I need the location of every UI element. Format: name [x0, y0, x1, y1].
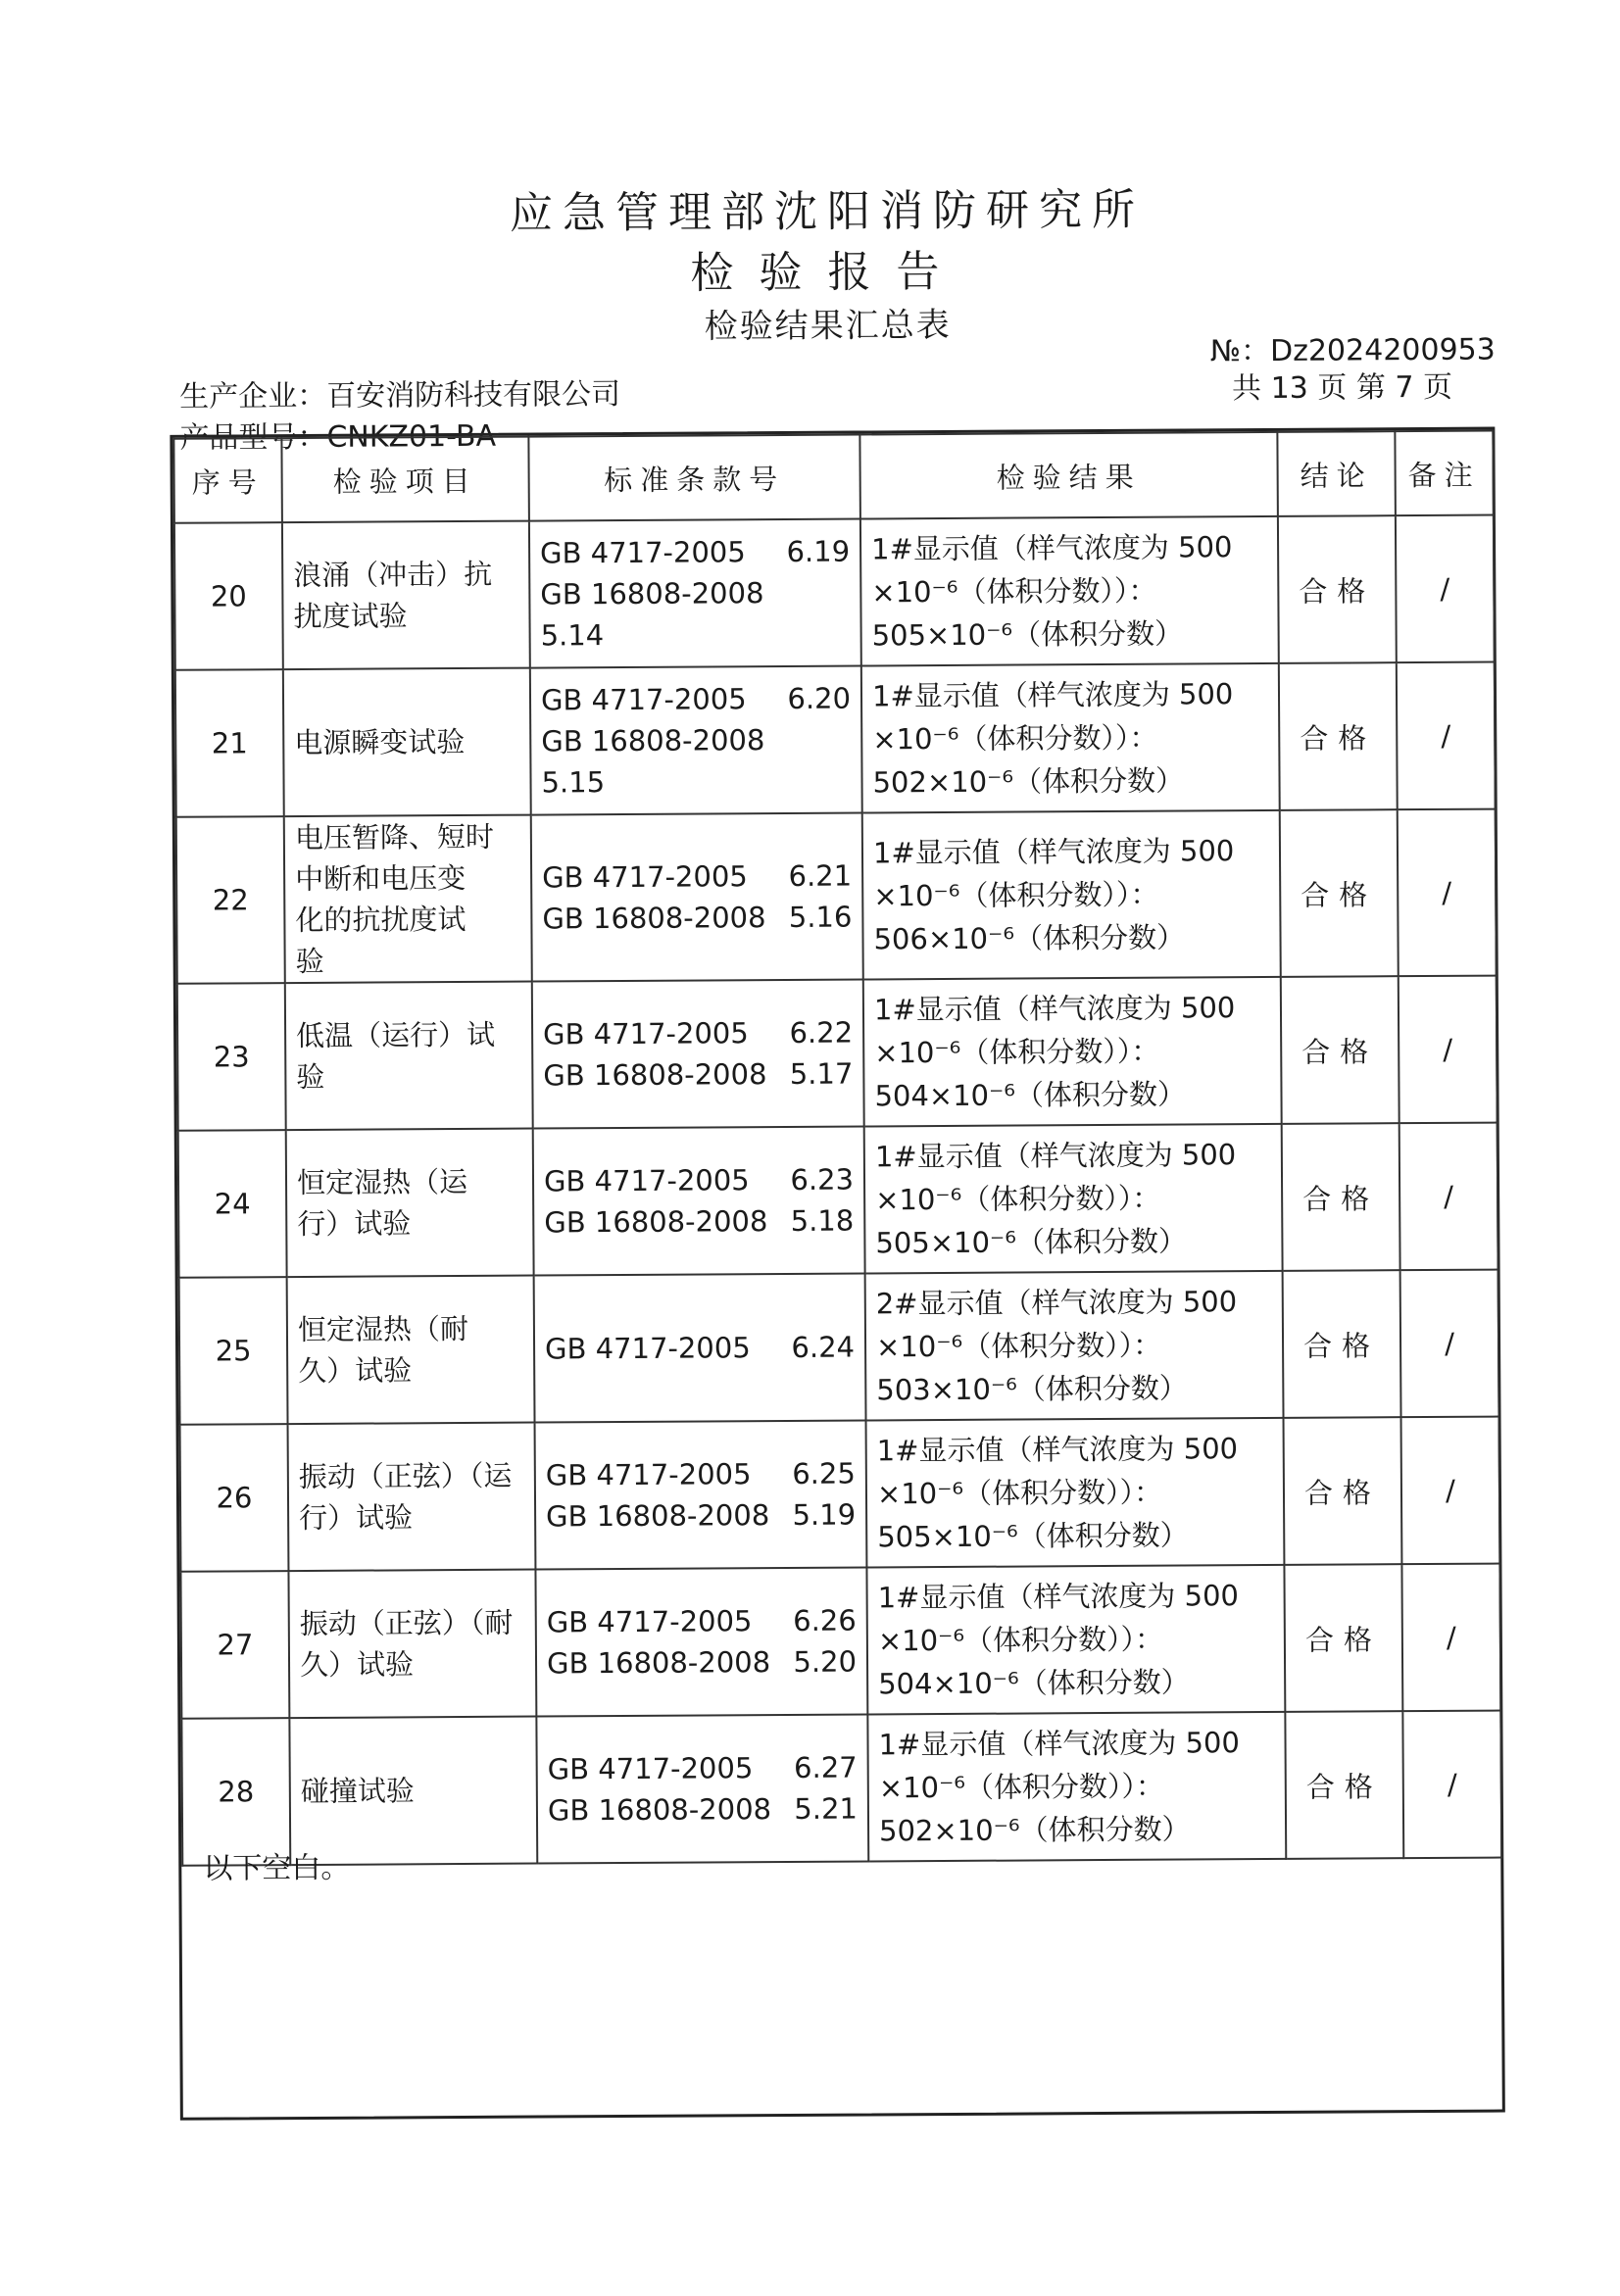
test-item-line: 振动（正弦）（耐	[300, 1602, 525, 1644]
standard-clause	[529, 519, 861, 668]
standard-line	[543, 1012, 853, 1055]
test-item	[284, 815, 532, 984]
standard-line	[547, 1600, 857, 1643]
test-result	[862, 810, 1281, 980]
row-number: 22	[176, 816, 285, 984]
test-result-line: 1#显示值（样气浓度为 500	[871, 525, 1267, 570]
results-table	[172, 430, 1502, 1867]
col-header-remark: 备注	[1395, 431, 1494, 516]
test-result-line: ×10⁻⁶（体积分数））：	[875, 1176, 1271, 1221]
clause-number: 5.21	[794, 1788, 858, 1830]
test-item-line: 久）试验	[300, 1643, 525, 1685]
standard-line	[542, 855, 852, 899]
report-subtitle: 检验结果汇总表	[544, 297, 1112, 349]
test-item-line: 恒定湿热（耐	[298, 1308, 523, 1350]
report-title: 检验报告	[484, 235, 1170, 302]
standard-code: GB 4717-2005	[547, 1600, 753, 1642]
remark: /	[1400, 1270, 1499, 1418]
row-number: 27	[180, 1571, 289, 1719]
standard-line	[542, 897, 852, 940]
clause-number: 6.21	[788, 855, 852, 897]
col-header-standard: 标准条款号	[528, 435, 860, 521]
standard-line	[546, 1494, 856, 1538]
clause-number: 5.19	[792, 1494, 856, 1536]
row-number: 28	[181, 1718, 290, 1866]
col-header-item: 检验项目	[281, 437, 529, 523]
standard-code: GB 16808-2008	[546, 1494, 769, 1537]
product-model: 产品型号：CNKZ01-BA	[179, 412, 496, 457]
standard-code: GB 4717-2005	[546, 1453, 752, 1495]
test-result	[861, 663, 1280, 813]
test-result-line: 505×10⁻⁶（体积分数）	[875, 1219, 1271, 1264]
table-row	[178, 1123, 1498, 1278]
table-row	[177, 976, 1497, 1131]
clause-number: 6.19	[786, 531, 850, 572]
remark: /	[1396, 515, 1495, 663]
test-item-line: 电源瞬变试验	[294, 721, 519, 763]
clause-number: 6.20	[787, 678, 851, 719]
standard-code: GB 16808-2008	[543, 1053, 766, 1096]
conclusion: 合格	[1284, 1564, 1402, 1712]
table-row	[181, 1711, 1501, 1866]
test-result-line: ×10⁻⁶（体积分数））：	[878, 1617, 1274, 1662]
standard-code: 5.14	[540, 614, 604, 656]
standard-line	[541, 678, 851, 721]
table-row	[176, 809, 1497, 984]
standard-code: GB 16808-2008	[544, 1200, 767, 1243]
row-number: 20	[174, 522, 283, 670]
test-result	[863, 977, 1282, 1127]
test-result	[866, 1418, 1285, 1568]
row-number: 23	[177, 983, 286, 1131]
row-number: 24	[178, 1130, 287, 1278]
table-body	[174, 515, 1501, 1866]
standard-code: GB 4717-2005	[545, 1327, 751, 1369]
test-item	[282, 521, 530, 670]
test-result-line: 1#显示值（样气浓度为 500	[872, 672, 1268, 717]
test-item-line: 行）试验	[299, 1496, 524, 1539]
conclusion: 合格	[1282, 1123, 1400, 1271]
test-item	[288, 1570, 536, 1719]
test-item-line: 电压暂降、短时	[295, 816, 520, 858]
test-result-line: ×10⁻⁶（体积分数））：	[871, 568, 1267, 613]
test-result-line: 1#显示值（样气浓度为 500	[877, 1574, 1273, 1619]
standard-clause	[530, 666, 862, 815]
standard-line	[541, 719, 851, 762]
row-number: 26	[180, 1424, 289, 1572]
test-item-line: 中断和电压变	[295, 857, 520, 900]
standard-code: GB 4717-2005	[541, 678, 747, 720]
test-item-line: 验	[296, 1055, 521, 1098]
standard-code: GB 4717-2005	[540, 531, 746, 573]
test-item-line: 低温（运行）试	[296, 1014, 521, 1056]
standard-code: GB 16808-2008	[540, 572, 763, 614]
conclusion: 合格	[1284, 1417, 1402, 1565]
conclusion: 合格	[1285, 1711, 1403, 1859]
test-result-line: ×10⁻⁶（体积分数））：	[873, 872, 1269, 917]
test-result	[864, 1124, 1283, 1274]
test-item-line: 碰撞试验	[301, 1770, 526, 1812]
table-header-row	[173, 431, 1494, 523]
standard-code: GB 4717-2005	[543, 1012, 749, 1054]
test-item	[283, 668, 531, 817]
results-table-frame	[170, 427, 1504, 2121]
clause-number: 6.27	[794, 1747, 858, 1788]
report-number: №：Dz2024200953	[1210, 325, 1496, 370]
standard-code: GB 16808-2008	[547, 1641, 770, 1684]
standard-clause	[532, 980, 864, 1129]
clause-number: 6.25	[792, 1453, 856, 1494]
col-header-no: 序号	[173, 438, 282, 523]
standard-code: GB 16808-2008	[542, 897, 765, 939]
clause-number: 6.24	[791, 1327, 855, 1368]
row-number: 25	[179, 1277, 288, 1425]
manufacturer: 生产企业：百安消防科技有限公司	[179, 369, 620, 415]
remark: /	[1399, 1123, 1498, 1271]
standard-line	[548, 1747, 858, 1790]
standard-code: GB 4717-2005	[544, 1159, 750, 1201]
remark: /	[1397, 662, 1496, 810]
standard-line	[544, 1200, 854, 1244]
standard-code: GB 4717-2005	[548, 1747, 754, 1789]
table-row	[180, 1417, 1500, 1572]
test-result-line: 502×10⁻⁶（体积分数）	[872, 758, 1268, 804]
test-result-line: ×10⁻⁶（体积分数））：	[874, 1029, 1270, 1074]
table-row	[174, 515, 1495, 670]
standard-line	[545, 1327, 855, 1370]
standard-code: 5.15	[541, 761, 605, 803]
test-result-line: ×10⁻⁶（体积分数））：	[872, 715, 1268, 760]
test-result	[865, 1271, 1284, 1421]
test-result	[866, 1565, 1285, 1715]
col-header-result: 检验结果	[859, 432, 1278, 519]
standard-line	[540, 613, 850, 657]
conclusion: 合格	[1278, 515, 1397, 663]
blank-note: 以下空白。	[203, 1843, 350, 1887]
test-result-line: ×10⁻⁶（体积分数））：	[876, 1323, 1272, 1368]
standard-line	[547, 1641, 857, 1685]
standard-clause	[535, 1420, 867, 1569]
standard-clause	[536, 1714, 868, 1863]
standard-clause	[535, 1567, 867, 1716]
clause-number: 6.23	[790, 1159, 854, 1200]
test-result-line: 502×10⁻⁶（体积分数）	[879, 1807, 1275, 1852]
table-row	[179, 1270, 1499, 1425]
clause-number: 6.22	[789, 1012, 853, 1053]
test-item-line: 恒定湿热（运	[297, 1161, 522, 1203]
standard-code: GB 16808-2008	[541, 719, 764, 761]
test-result	[867, 1712, 1286, 1862]
conclusion: 合格	[1281, 976, 1399, 1124]
conclusion: 合格	[1280, 809, 1399, 977]
remark: /	[1398, 809, 1497, 977]
test-result-line: 1#显示值（样气浓度为 500	[875, 1133, 1271, 1178]
test-item	[287, 1276, 535, 1425]
standard-line	[543, 1053, 853, 1097]
standard-line	[546, 1453, 856, 1496]
standard-line	[540, 572, 850, 615]
standard-line	[541, 760, 851, 804]
test-item	[285, 982, 533, 1131]
clause-number: 5.17	[790, 1053, 854, 1095]
clause-number: 5.20	[793, 1641, 857, 1683]
standard-line	[540, 531, 850, 574]
standard-code: GB 4717-2005	[542, 855, 748, 898]
test-result-line: 505×10⁻⁶（体积分数）	[871, 611, 1267, 657]
test-result	[860, 516, 1279, 666]
test-result-line: 2#显示值（样气浓度为 500	[876, 1280, 1272, 1325]
test-item-line: 振动（正弦）（运	[299, 1455, 524, 1497]
clause-number: 5.16	[789, 897, 853, 938]
test-result-line: 504×10⁻⁶（体积分数）	[878, 1660, 1274, 1705]
table-row	[180, 1564, 1500, 1719]
test-result-line: ×10⁻⁶（体积分数））：	[879, 1764, 1275, 1809]
standard-clause	[533, 1127, 865, 1276]
page-count: 共 13 页 第 7 页	[1232, 363, 1452, 407]
standard-line	[544, 1159, 854, 1202]
standard-clause	[534, 1273, 866, 1422]
row-number: 21	[175, 669, 284, 817]
remark: /	[1399, 976, 1497, 1124]
test-result-line: 1#显示值（样气浓度为 500	[874, 986, 1270, 1031]
col-header-conclusion: 结论	[1277, 431, 1396, 516]
conclusion: 合格	[1279, 662, 1398, 810]
test-result-line: 1#显示值（样气浓度为 500	[873, 829, 1269, 874]
clause-number: 6.26	[793, 1600, 857, 1641]
test-result-line: 505×10⁻⁶（体积分数）	[877, 1513, 1273, 1558]
table-row	[175, 662, 1496, 817]
test-result-line: ×10⁻⁶（体积分数））：	[877, 1470, 1273, 1515]
test-item-line: 化的抗扰度试	[295, 899, 520, 941]
test-result-line: 503×10⁻⁶（体积分数）	[876, 1366, 1272, 1411]
test-result-line: 504×10⁻⁶（体积分数）	[874, 1072, 1270, 1117]
test-item-line: 久）试验	[298, 1349, 523, 1392]
test-item-line: 验	[296, 940, 521, 982]
standard-line	[548, 1788, 858, 1832]
test-item	[288, 1423, 536, 1572]
test-item	[286, 1129, 534, 1278]
standard-code: GB 16808-2008	[548, 1788, 771, 1831]
remark: /	[1401, 1564, 1500, 1712]
test-result-line: 1#显示值（样气浓度为 500	[878, 1721, 1274, 1766]
test-item-line: 浪涌（冲击）抗	[293, 554, 518, 596]
test-result-line: 506×10⁻⁶（体积分数）	[873, 915, 1269, 960]
clause-number: 5.18	[791, 1200, 855, 1242]
test-item-line: 行）试验	[297, 1202, 522, 1245]
standard-clause	[531, 813, 863, 982]
remark: /	[1402, 1711, 1501, 1859]
org-title: 应急管理部沈阳消防研究所	[484, 174, 1170, 241]
test-item-line: 扰度试验	[293, 595, 518, 637]
remark: /	[1401, 1417, 1500, 1565]
test-result-line: 1#显示值（样气浓度为 500	[877, 1427, 1273, 1472]
conclusion: 合格	[1283, 1270, 1401, 1418]
